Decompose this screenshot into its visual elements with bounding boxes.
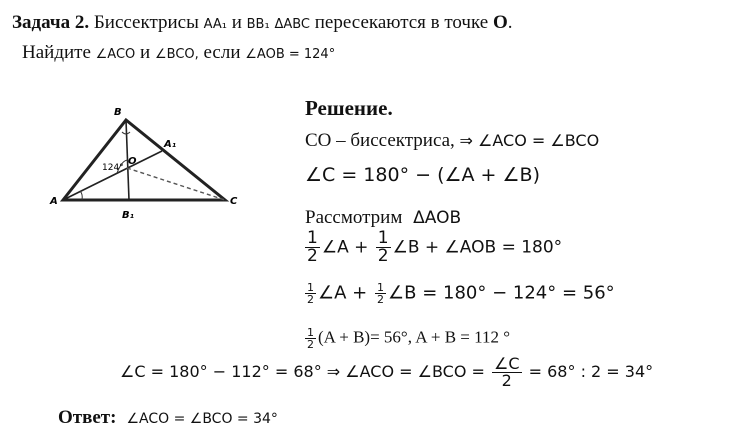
point-o: O bbox=[492, 12, 508, 33]
problem-text-2: пересекаются в точке bbox=[314, 12, 489, 33]
eq1-part-1: ∠A + bbox=[321, 237, 369, 258]
label-124: 124° bbox=[102, 163, 124, 173]
consider-line bbox=[305, 207, 461, 229]
eq4-right: = 68° : 2 = 34° bbox=[528, 362, 654, 381]
problem-line-2 bbox=[22, 42, 335, 64]
given-angle: ∠AOB = 124° bbox=[245, 47, 336, 62]
angle-bco: ∠BCO, bbox=[154, 47, 199, 62]
label-b1: B₁ bbox=[122, 210, 135, 221]
problem-and-1: и bbox=[231, 12, 242, 33]
if-text: если bbox=[203, 42, 241, 63]
answer-line bbox=[58, 407, 278, 429]
label-b: B bbox=[114, 107, 122, 118]
angle-aco: ∠ACO bbox=[95, 47, 136, 62]
segment-bb1: BB₁ bbox=[246, 17, 270, 32]
solution-step-1 bbox=[305, 130, 599, 152]
problem-and-2: и bbox=[140, 42, 151, 63]
fraction-c-over-2: $\frac{\angle C}{2}$ bbox=[494, 354, 520, 390]
fraction-half-3: $\frac{1}{2}$ bbox=[307, 281, 314, 306]
fraction-half-5: $\frac{1}{2}$ bbox=[307, 326, 314, 351]
segment-aa1: AA₁ bbox=[203, 17, 227, 32]
segment-co-dashed bbox=[127, 168, 225, 200]
solution-step-2: ∠C = 180° − (∠A + ∠B) bbox=[305, 164, 540, 186]
label-a: A bbox=[50, 196, 58, 207]
label-c: C bbox=[230, 196, 238, 207]
problem-line-1 bbox=[12, 12, 512, 34]
fraction-half-4: $\frac{1}{2}$ bbox=[377, 281, 384, 306]
label-a1: A₁ bbox=[164, 139, 177, 150]
step1-text: CO – биссектриса, bbox=[305, 130, 455, 151]
equation-2 bbox=[303, 282, 615, 305]
eq1-part-2: ∠B + ∠AOB = 180° bbox=[392, 237, 563, 258]
find-text: Найдите bbox=[22, 42, 91, 63]
eq2-part-2: ∠B = 180° − 124° = 56° bbox=[388, 282, 615, 304]
eq3-text: (A + B)= 56°, A + B = 112 ° bbox=[318, 327, 511, 347]
solution-heading: Решение. bbox=[305, 96, 393, 120]
eq2-part-1: ∠A + bbox=[318, 282, 368, 304]
consider-triangle: ΔAOB bbox=[413, 208, 462, 228]
step1-math: ⇒ ∠ACO = ∠BCO bbox=[459, 131, 600, 150]
eq4-left: ∠C = 180° − 112° = 68° ⇒ ∠ACO = ∠BCO = bbox=[120, 362, 485, 381]
label-o: O bbox=[128, 156, 137, 167]
consider-text: Рассмотрим bbox=[305, 207, 403, 228]
answer-value: ∠ACO = ∠BCO = 34° bbox=[126, 411, 278, 427]
answer-label: Ответ: bbox=[58, 407, 117, 428]
triangle-abc: ΔABC bbox=[274, 17, 311, 32]
problem-dot: . bbox=[507, 12, 513, 33]
problem-text-1: Биссектрисы bbox=[93, 12, 199, 33]
equation-1 bbox=[303, 230, 562, 265]
equation-4 bbox=[120, 356, 653, 389]
fraction-half-1: $\frac{1}{2}$ bbox=[307, 228, 318, 266]
bisector-aa1 bbox=[63, 151, 162, 200]
fraction-half-2: $\frac{1}{2}$ bbox=[377, 228, 389, 266]
equation-3 bbox=[303, 327, 510, 350]
problem-label: Задача 2. bbox=[12, 12, 90, 33]
triangle-figure bbox=[30, 100, 250, 230]
